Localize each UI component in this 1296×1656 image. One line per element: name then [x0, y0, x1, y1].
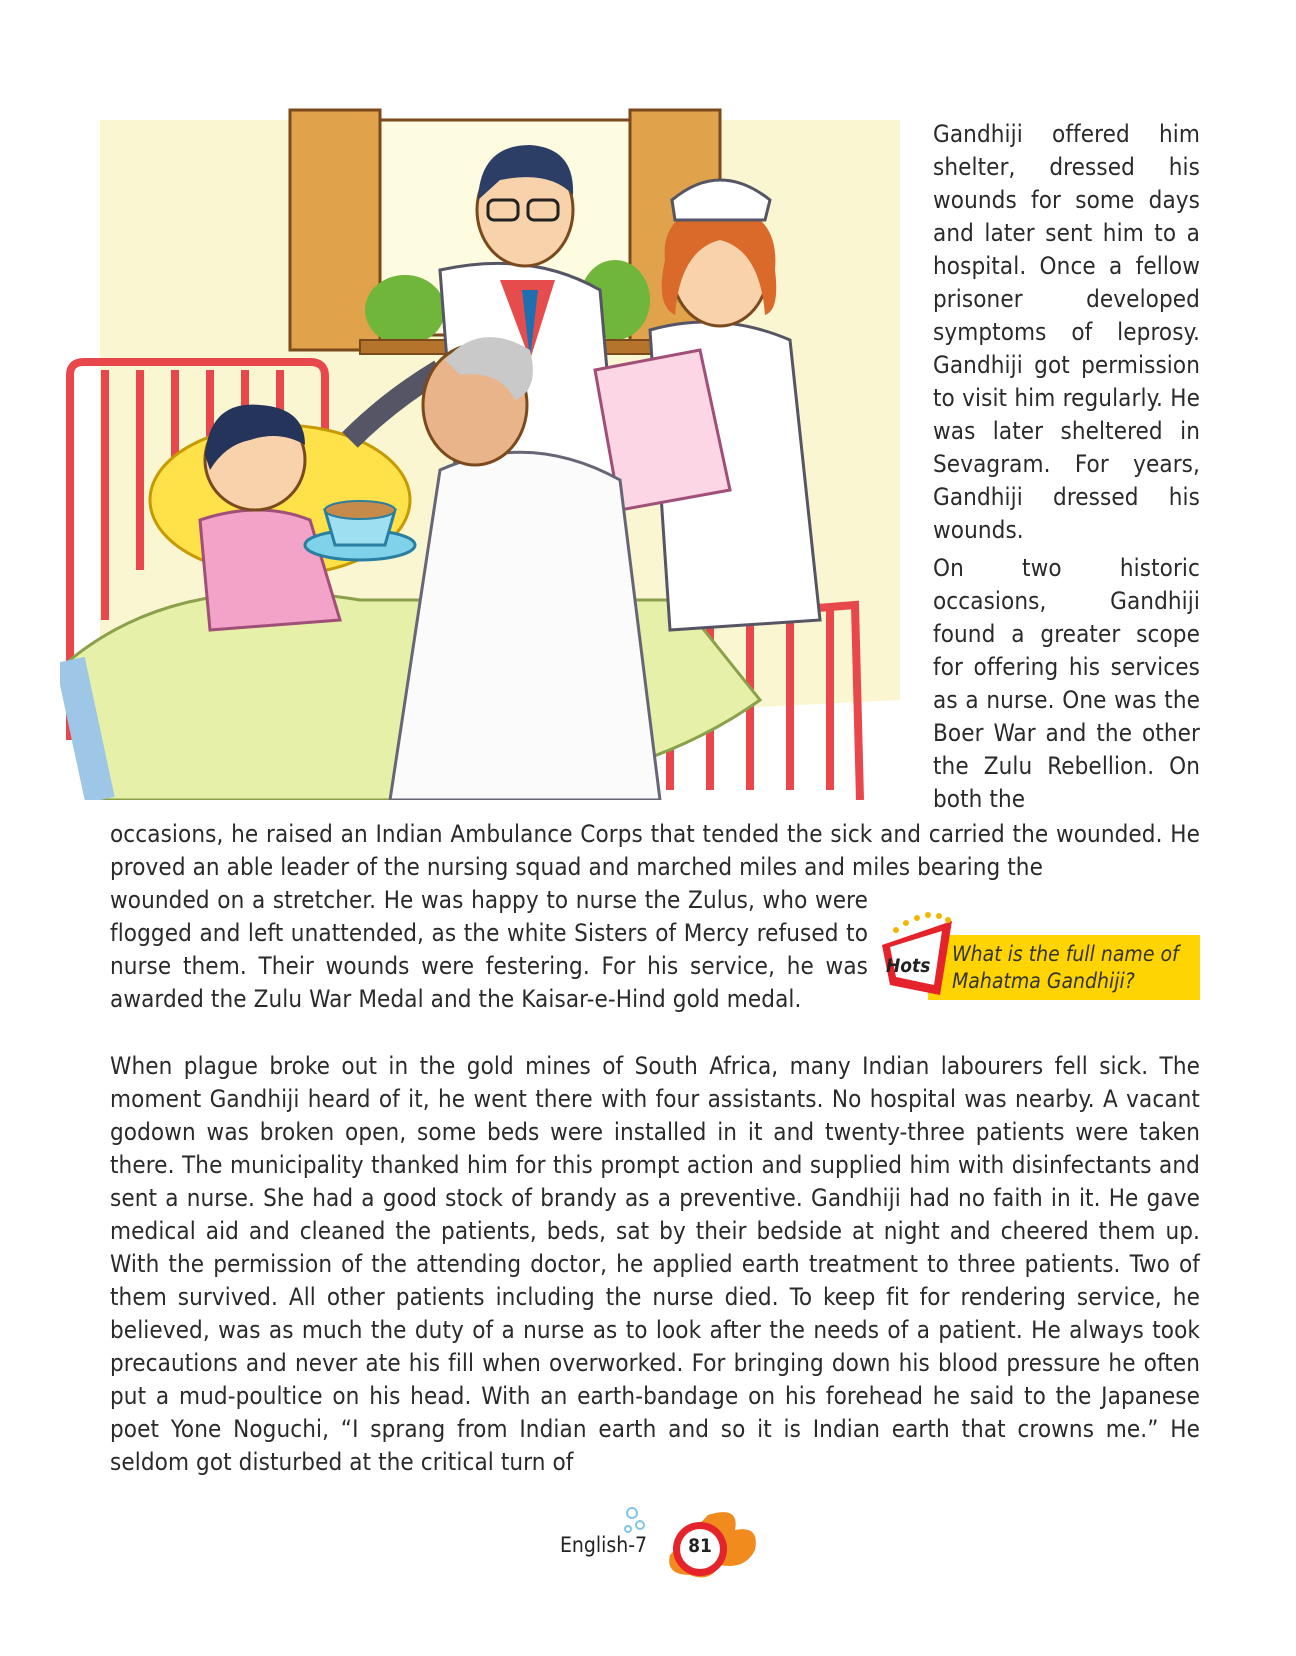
book-title: English-7: [560, 1533, 648, 1557]
page-number-badge-icon: [560, 1505, 800, 1585]
page-footer: [560, 1505, 800, 1585]
hots-label: Hots: [886, 955, 931, 977]
hots-question: What is the full name of Mahatma Gandhiji?: [952, 942, 1179, 993]
body-paragraph-narrow: wounded on a stretcher. He was happy to nurse the Zulus, who were flogged and left unattended, as the white Sisters of Mercy refused to nurse them. Their wounds were festering. For his service, he was awarded the Zulu War Medal and the Kaisar-e-Hind gold medal.: [110, 886, 868, 1013]
hots-callout: [882, 905, 1200, 1010]
side-text-column: [933, 118, 1200, 816]
hospital-illustration: [60, 100, 920, 800]
body-paragraph-plague: When plague broke out in the gold mines of South Africa, many Indian labourers fell sick. The moment Gandhiji heard of it, he went there with four assistants. No hospital was nearby. A vacant godown was broken open, some beds were installed in it and twenty-three patients were taken there. The municipality thanked him for this prompt action and supplied him with disinfectants and sent a nurse. She had a good stock of brandy as a preventive. Gandhiji had no faith in it. He gave medical aid and cleaned the patients, beds, sat by their bedside at night and cheered them up. With the permission of the attending doctor, he applied earth treatment to three patients. Two of them survived. All other patients including the nurse died. To keep fit for rendering service, he believed, was as much the duty of a nurse as to look after the needs of a patient. He always took precautions and never ate his fill when overworked. For bringing down his blood pressure he often put a mud-poultice on his head. With an earth-bandage on his forehead he said to the Japanese poet Yone Noguchi, “I sprang from Indian earth and so it is Indian earth that crowns me.” He seldom got disturbed at the critical turn of: [110, 1052, 1200, 1476]
page-number: 81: [688, 1535, 712, 1557]
side-paragraph-1: Gandhiji offered him shelter, dressed his wounds for some days and later sent him to a hospital. Once a fellow prisoner developed symptoms of leprosy. Gandhiji got permission to visit him regularly. He was later sheltered in Sevagram. For years, Gandhiji dressed his wounds.: [933, 120, 1200, 544]
body-paragraph-continuation: occasions, he raised an Indian Ambulance Corps that tended the sick and carried the wounded. He proved an able leader of the nursing squad and marched miles and miles bearing the: [110, 820, 1200, 881]
side-paragraph-2: On two historic occasions, Gandhiji found a greater scope for offering his services as a nurse. One was the Boer War and the other the Zulu Rebellion. On both the: [933, 554, 1200, 813]
